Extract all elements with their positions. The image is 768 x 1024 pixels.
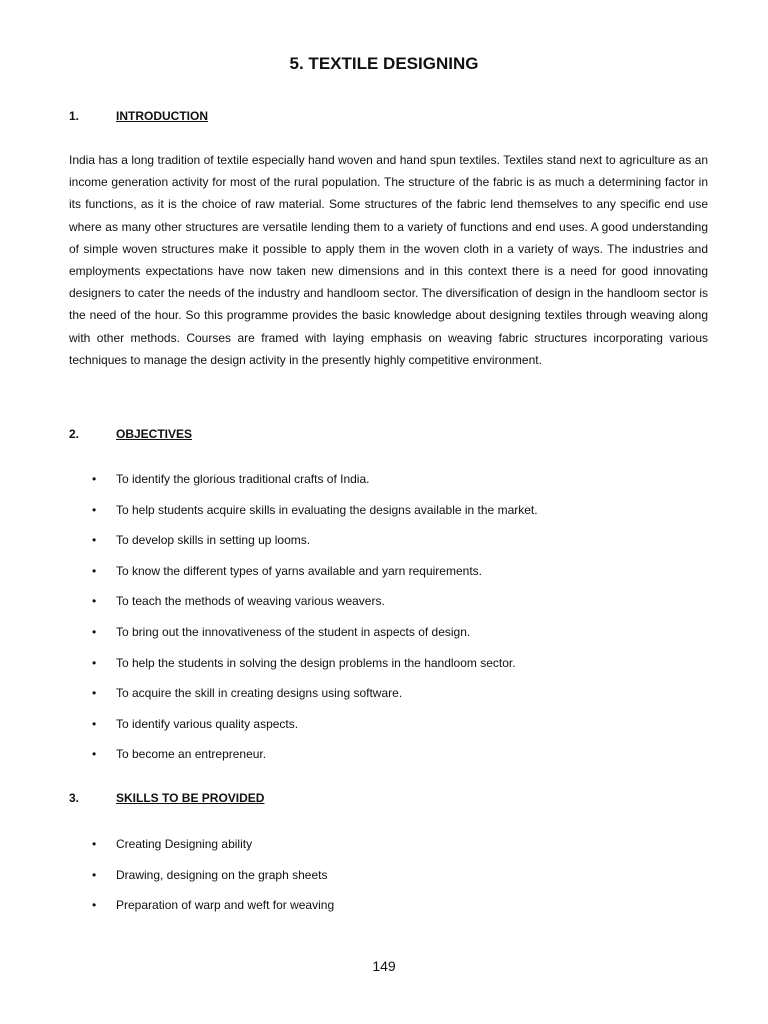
bullet-icon: • (92, 686, 97, 701)
list-item-text: To identify the glorious traditional crafts of India. (116, 472, 370, 486)
list-item-text: To acquire the skill in creating designs using software. (116, 686, 403, 701)
list-item-text: To help students acquire skills in evaluating the designs available in the market. (116, 502, 538, 517)
list-item-text: To become an entrepreneur. (116, 747, 267, 762)
list-item-text: Creating Designing ability (116, 837, 253, 851)
page-number: 149 (372, 958, 396, 974)
section-number: 3. (69, 791, 80, 805)
list-item-text: To identify various quality aspects. (116, 716, 299, 731)
bullet-icon: • (92, 837, 97, 851)
list-item-text: To teach the methods of weaving various weavers. (116, 594, 385, 609)
section-heading-skills (69, 791, 264, 805)
section-number: 1. (69, 109, 80, 123)
bullet-icon: • (92, 563, 97, 578)
list-item-text: Drawing, designing on the graph sheets (116, 867, 328, 882)
section-title: OBJECTIVES (116, 427, 193, 441)
bullet-icon: • (92, 716, 97, 731)
section-heading-introduction (69, 109, 208, 123)
page-title: 5. TEXTILE DESIGNING (289, 54, 479, 73)
list-item-text: Preparation of warp and weft for weaving (116, 898, 335, 913)
bullet-icon: • (92, 594, 97, 609)
list-item-text: To help the students in solving the design problems in the handloom sector. (116, 655, 516, 670)
bullet-icon: • (92, 867, 97, 882)
list-item-text: To know the different types of yarns available and yarn requirements. (116, 563, 482, 578)
section-title: SKILLS TO BE PROVIDED (116, 791, 265, 805)
bullet-icon: • (92, 898, 97, 913)
list-item-text: To bring out the innovativeness of the student in aspects of design. (116, 624, 471, 639)
section-heading-objectives (69, 427, 192, 441)
section-title: INTRODUCTION (116, 109, 208, 123)
bullet-icon: • (92, 502, 97, 517)
bullet-icon: • (92, 472, 97, 486)
list-item-text: To develop skills in setting up looms. (116, 533, 311, 548)
section-number: 2. (69, 427, 80, 441)
introduction-paragraph: India has a long tradition of textile especially hand woven and hand spun textiles. Textiles stand next to agriculture as an income generation activity for most of the rural population. The structure of the fabric is as much a determining factor in its functions, as it is the choice of raw material. Some structures of the fabric lend themselves to any specific end use where as many other structures are versatile lending them to a variety of functions and end uses. A good understanding of simple woven structures make it possible to apply them in the woven cloth in a variety of ways. The industries and employments expectations have now taken new dimensions and in this context there is a need for good innovating designers to cater the needs of the industry and handloom sector. The diversification of design in the handloom sector is the need of the hour. So this programme provides the basic knowledge about designing textiles through weaving along with other methods. Courses are framed with laying emphasis on weaving fabric structures incorporating various techniques to manage the design activity in the presently highly competitive environment. (69, 153, 708, 367)
bullet-icon: • (92, 533, 97, 548)
bullet-icon: • (92, 624, 97, 639)
bullet-icon: • (92, 655, 97, 670)
bullet-icon: • (92, 747, 97, 762)
